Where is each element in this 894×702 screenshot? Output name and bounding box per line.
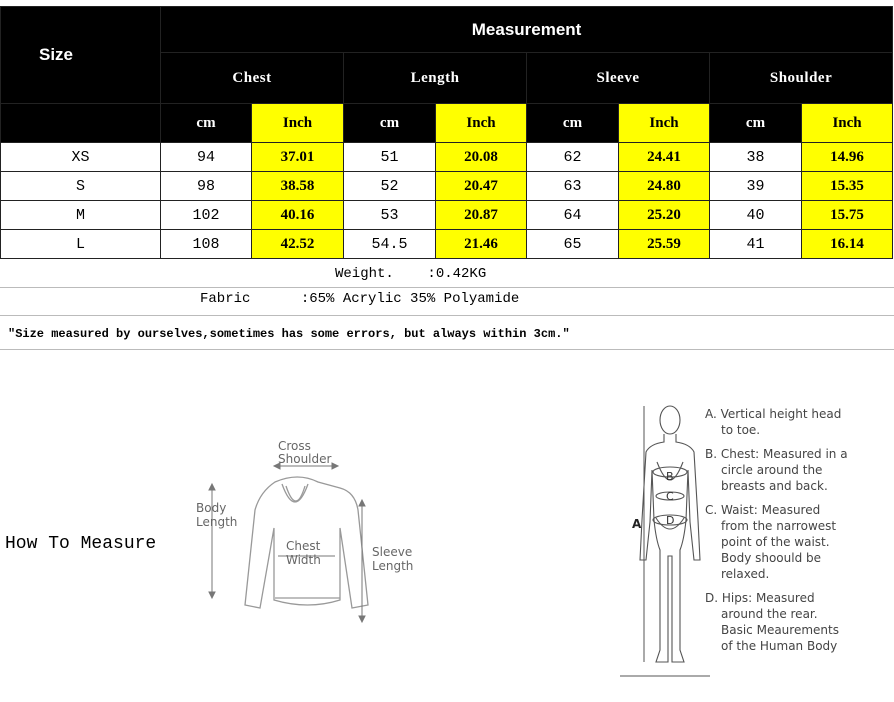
- note-line: B. Chest: Measured in a: [705, 447, 848, 461]
- body-figure-diagram: [620, 400, 710, 682]
- label-a: A: [632, 517, 642, 531]
- unit-inch: Inch: [252, 104, 344, 143]
- unit-cm: cm: [161, 104, 252, 143]
- table-row: [1, 201, 893, 230]
- value-cell: 24.80: [619, 172, 710, 201]
- unit-cm: cm: [344, 104, 436, 143]
- note-c: [705, 502, 855, 582]
- note-line: circle around the: [721, 463, 823, 477]
- value-cell: 108: [161, 230, 252, 259]
- size-cell: L: [1, 230, 161, 259]
- length-header: Length: [344, 53, 527, 104]
- divider: [0, 315, 894, 316]
- value-cell: 62: [527, 143, 619, 172]
- label-c: C: [666, 490, 674, 503]
- note-line: C. Waist: Measured: [705, 503, 821, 517]
- chest-width-label-1: Chest: [286, 539, 321, 553]
- how-to-measure-title: How To Measure: [5, 534, 157, 554]
- size-header: Size: [1, 7, 161, 104]
- cross-shoulder-label-2: Shoulder: [278, 452, 332, 466]
- cross-shoulder-label-1: Cross: [278, 439, 311, 453]
- value-cell: 102: [161, 201, 252, 230]
- note-line: Basic Meaurements: [721, 623, 839, 637]
- value-cell: 52: [344, 172, 436, 201]
- unit-cm: cm: [527, 104, 619, 143]
- chest-header: Chest: [161, 53, 344, 104]
- measurement-header: Measurement: [161, 7, 893, 53]
- value-cell: 20.08: [436, 143, 527, 172]
- note-d: [705, 590, 855, 654]
- value-cell: 39: [710, 172, 802, 201]
- unit-inch: Inch: [436, 104, 527, 143]
- value-cell: 14.96: [802, 143, 893, 172]
- note-line: point of the waist.: [721, 535, 830, 549]
- value-cell: 15.35: [802, 172, 893, 201]
- value-cell: 38: [710, 143, 802, 172]
- value-cell: 64: [527, 201, 619, 230]
- value-cell: 63: [527, 172, 619, 201]
- value-cell: 98: [161, 172, 252, 201]
- size-cell: XS: [1, 143, 161, 172]
- note-line: A. Vertical height head: [705, 407, 842, 421]
- sleeve-length-label-1: Sleeve: [372, 545, 413, 559]
- shoulder-header: Shoulder: [710, 53, 893, 104]
- note-line: D. Hips: Measured: [705, 591, 815, 605]
- value-cell: 42.52: [252, 230, 344, 259]
- value-cell: 40: [710, 201, 802, 230]
- value-cell: 25.59: [619, 230, 710, 259]
- value-cell: 94: [161, 143, 252, 172]
- value-cell: 21.46: [436, 230, 527, 259]
- note-line: relaxed.: [721, 567, 770, 581]
- value-cell: 16.14: [802, 230, 893, 259]
- size-cell: M: [1, 201, 161, 230]
- note-line: around the rear.: [721, 607, 818, 621]
- value-cell: 65: [527, 230, 619, 259]
- fabric-line: [200, 291, 519, 307]
- size-unit-cell: [1, 104, 161, 143]
- divider: [0, 349, 894, 350]
- fabric-label: Fabric: [200, 291, 251, 307]
- unit-cm: cm: [710, 104, 802, 143]
- body-length-label-1: Body: [196, 501, 227, 515]
- size-cell: S: [1, 172, 161, 201]
- measurement-notes: [705, 406, 855, 662]
- value-cell: 51: [344, 143, 436, 172]
- value-cell: 41: [710, 230, 802, 259]
- table-row: [1, 143, 893, 172]
- weight-label: Weight.: [335, 266, 394, 282]
- value-cell: 38.58: [252, 172, 344, 201]
- label-b: B: [666, 470, 674, 483]
- value-cell: 53: [344, 201, 436, 230]
- value-cell: 15.75: [802, 201, 893, 230]
- value-cell: 40.16: [252, 201, 344, 230]
- note-b: [705, 446, 855, 494]
- note-a: [705, 406, 855, 438]
- weight-value: :0.42KG: [427, 266, 487, 282]
- chest-width-label-2: Width: [286, 553, 321, 567]
- table-row: [1, 172, 893, 201]
- sleeve-header: Sleeve: [527, 53, 710, 104]
- divider: [0, 287, 894, 288]
- sleeve-length-label-2: Length: [372, 559, 414, 573]
- body-length-label-2: Length: [196, 515, 238, 529]
- note-line: breasts and back.: [721, 479, 828, 493]
- value-cell: 24.41: [619, 143, 710, 172]
- value-cell: 20.47: [436, 172, 527, 201]
- value-cell: 25.20: [619, 201, 710, 230]
- unit-inch: Inch: [802, 104, 893, 143]
- note-line: to toe.: [721, 423, 761, 437]
- value-cell: 54.5: [344, 230, 436, 259]
- value-cell: 37.01: [252, 143, 344, 172]
- fabric-value: :65% Acrylic 35% Polyamide: [300, 291, 520, 307]
- value-cell: 20.87: [436, 201, 527, 230]
- size-table: [0, 6, 893, 259]
- size-note: "Size measured by ourselves,sometimes has some errors, but always within 3cm.": [8, 327, 570, 341]
- table-row: [1, 230, 893, 259]
- note-line: from the narrowest: [721, 519, 837, 533]
- unit-inch: Inch: [619, 104, 710, 143]
- note-line: Body shoould be: [721, 551, 822, 565]
- label-d: D: [666, 514, 675, 527]
- weight-line: [335, 266, 486, 282]
- note-line: of the Human Body: [721, 639, 838, 653]
- garment-diagram: [190, 430, 430, 630]
